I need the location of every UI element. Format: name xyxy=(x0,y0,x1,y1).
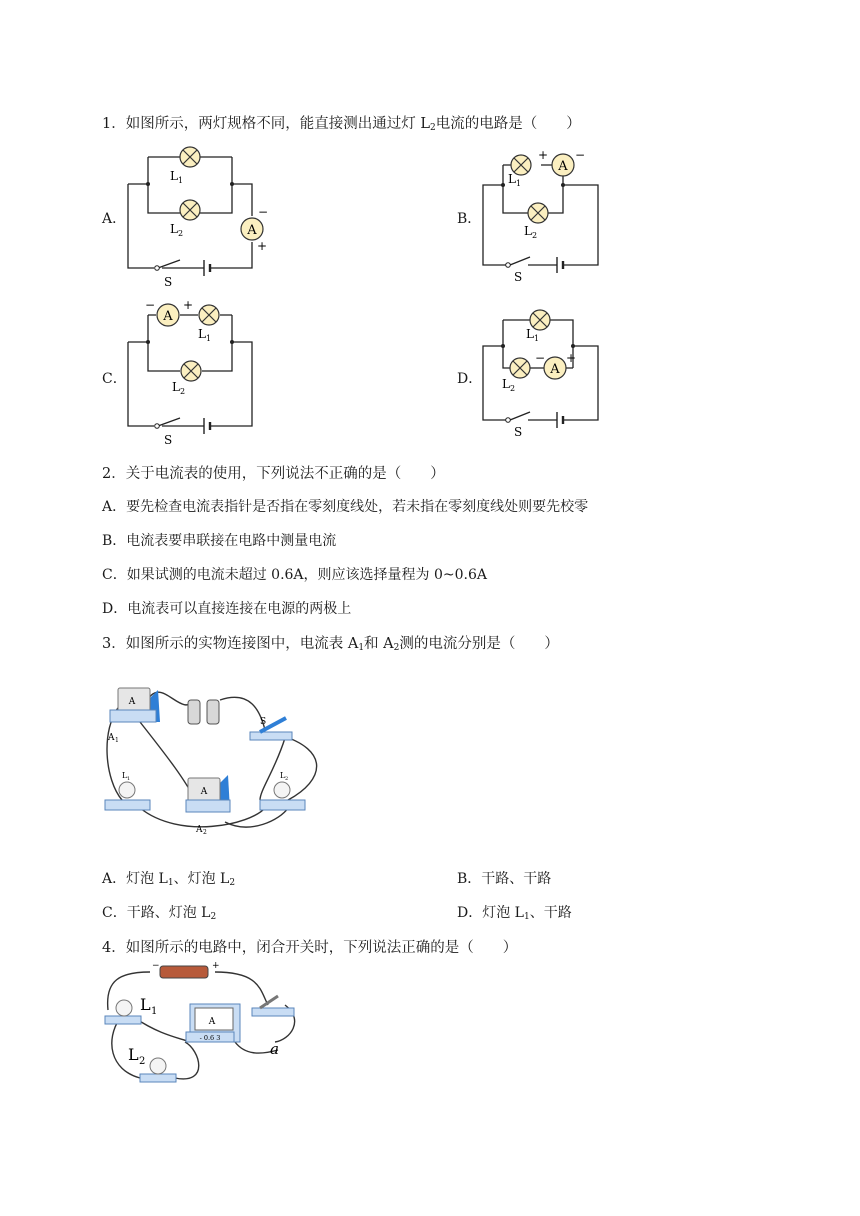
q1-option-c-label: C． xyxy=(102,371,127,387)
svg-text:A: A xyxy=(208,1017,216,1027)
svg-text:+: + xyxy=(212,961,220,971)
q1-text-end: 电流的电路是（ ） xyxy=(435,116,581,132)
circuit-diagram-b xyxy=(478,145,608,284)
svg-text:L: L xyxy=(172,380,180,394)
plus-sign: + xyxy=(257,239,268,253)
q1-option-a-label: A． xyxy=(102,211,127,227)
wire-a-label: a xyxy=(270,1040,279,1058)
q3-option-a: A．灯泡 $L_1$、灯泡 $L_2$ xyxy=(102,871,236,888)
svg-text:−: − xyxy=(145,298,156,312)
q2-option-b: B．电流表要串联接在电路中测量电流 xyxy=(102,533,337,549)
svg-text:L: L xyxy=(170,169,178,183)
svg-text:−: − xyxy=(575,148,586,162)
svg-text:+: + xyxy=(538,148,549,162)
svg-text:S: S xyxy=(260,717,267,727)
circuit-diagram-c xyxy=(120,298,270,448)
circuit-diagram-d xyxy=(478,302,608,437)
svg-text:1: 1 xyxy=(127,776,131,782)
a1-label: A xyxy=(108,733,115,743)
svg-text:2: 2 xyxy=(532,231,538,240)
ammeter-a-label: A xyxy=(247,223,257,238)
l1-label: L xyxy=(140,995,151,1014)
q1-text: 1．如图所示，两灯规格不同，能直接测出通过灯 L xyxy=(102,116,430,132)
q3-option-b: B．干路、干路 xyxy=(457,871,552,887)
svg-text:2: 2 xyxy=(180,387,186,396)
svg-text:−: − xyxy=(535,351,546,365)
q1-option-d-label: D． xyxy=(457,371,483,387)
svg-text:S: S xyxy=(514,270,523,284)
svg-text:L: L xyxy=(280,771,286,780)
question-4-stem: 4．如图所示的电路中，闭合开关时，下列说法正确的是（ ） xyxy=(102,940,518,956)
svg-text:2: 2 xyxy=(139,1056,146,1067)
svg-text:2: 2 xyxy=(510,384,516,393)
q2-option-c: C．如果试测的电流未超过 0.6A，则应该选择量程为 0~0.6A xyxy=(102,567,487,583)
q2-option-d: D．电流表可以直接连接在电源的两极上 xyxy=(102,601,352,617)
svg-text:2: 2 xyxy=(178,229,184,238)
svg-text:+: + xyxy=(183,298,194,312)
svg-text:1: 1 xyxy=(516,179,522,188)
q2-option-a: A．要先检查电流表指针是否指在零刻度线处，若未指在零刻度线处则要先校零 xyxy=(102,499,589,515)
svg-text:L: L xyxy=(502,377,510,391)
question-1-stem xyxy=(102,112,581,133)
svg-text:A: A xyxy=(558,159,568,174)
svg-text:L: L xyxy=(170,222,178,236)
svg-text:1: 1 xyxy=(206,334,212,343)
q1-option-b-label: B． xyxy=(457,211,482,227)
svg-text:L: L xyxy=(526,327,534,341)
svg-text:A: A xyxy=(200,787,208,797)
svg-text:2: 2 xyxy=(285,776,289,782)
q3-option-d: D．灯泡 $L_1$、干路 xyxy=(457,905,572,922)
question-3-stem: 3．如图所示的实物连接图中，电流表 $A_1$和 $A_2$测的电流分别是（ ） xyxy=(102,636,559,653)
svg-text:2: 2 xyxy=(203,829,207,836)
ammeter-terminals: - 0.6 3 xyxy=(199,1034,221,1042)
l2-label: L xyxy=(128,1045,139,1064)
svg-text:−: − xyxy=(152,961,160,971)
svg-text:S: S xyxy=(164,433,173,447)
circuit-diagram-a xyxy=(120,140,270,290)
q3-option-c: C．干路、灯泡 $L_2$ xyxy=(102,905,217,922)
svg-text:L: L xyxy=(198,327,206,341)
q3-physical-circuit-figure xyxy=(100,660,330,840)
svg-text:L: L xyxy=(508,172,516,186)
svg-text:A: A xyxy=(128,697,136,707)
minus-sign: − xyxy=(258,205,269,219)
svg-text:1: 1 xyxy=(151,1006,158,1017)
svg-text:S: S xyxy=(514,425,523,439)
svg-text:+: + xyxy=(566,351,577,365)
svg-text:A: A xyxy=(550,362,560,377)
svg-text:S: S xyxy=(164,275,173,289)
q4-physical-circuit-figure xyxy=(100,960,300,1090)
svg-text:L: L xyxy=(524,224,532,238)
svg-text:1: 1 xyxy=(534,334,540,343)
question-2-stem: 2．关于电流表的使用，下列说法不正确的是（ ） xyxy=(102,466,445,482)
a2-label: A xyxy=(196,825,203,835)
svg-text:L: L xyxy=(122,771,128,780)
svg-text:A: A xyxy=(163,309,173,324)
svg-text:1: 1 xyxy=(115,737,119,744)
q1-sub: 2 xyxy=(429,123,436,133)
svg-text:1: 1 xyxy=(178,176,184,185)
